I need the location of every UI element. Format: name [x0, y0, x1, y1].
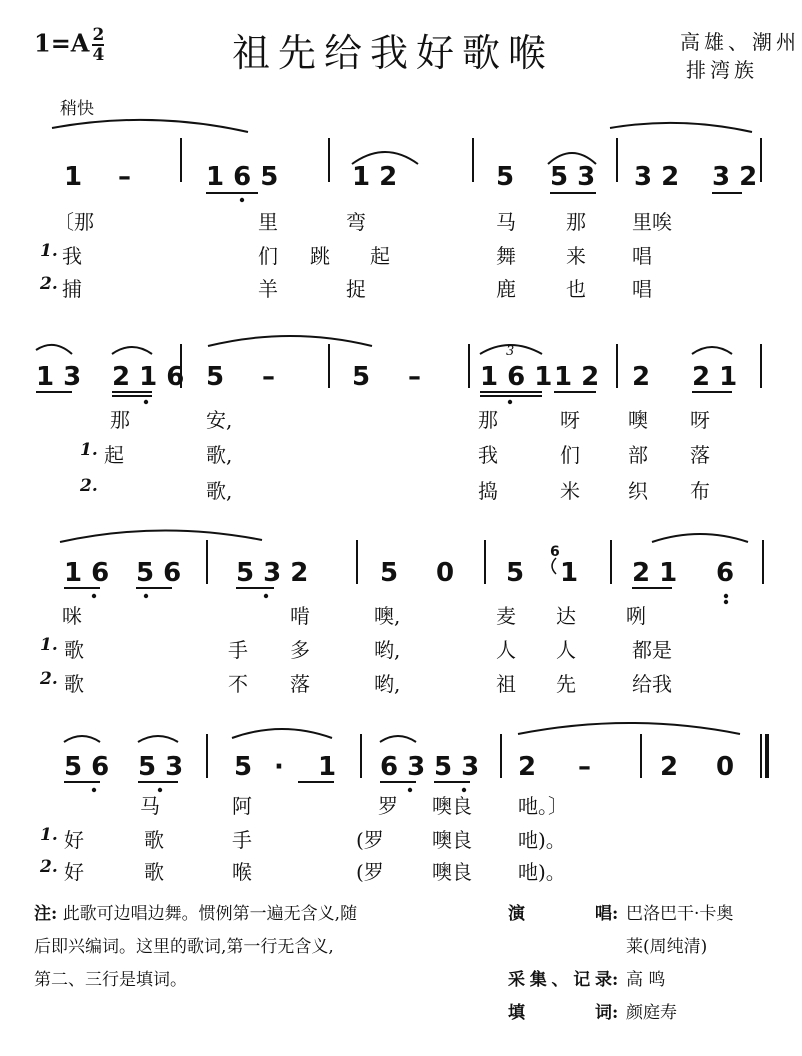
lyric: 咪: [62, 604, 82, 628]
song-origin: [680, 28, 800, 84]
note: 0: [716, 752, 735, 782]
note: 3 2: [712, 162, 758, 192]
lyric: 哟,: [374, 672, 401, 696]
lyric: 布: [690, 479, 710, 503]
lyric: 噢良: [432, 828, 472, 852]
lyric: 吔)。: [518, 860, 566, 884]
lyric: 不: [228, 672, 248, 696]
lyric: 安,: [206, 408, 233, 432]
barline: [180, 138, 182, 182]
lyric: 呀: [690, 408, 710, 432]
barline: [206, 540, 208, 584]
lyric: 吔)。: [518, 828, 566, 852]
triplet-marker: 3: [506, 344, 515, 359]
lyric: 舞: [496, 244, 516, 268]
lyric: 跳: [310, 244, 330, 268]
verse-number: 1.: [40, 635, 58, 655]
lyric: 那: [566, 210, 586, 234]
note: 6 3: [380, 752, 426, 782]
credit-lyricist: [508, 997, 788, 1030]
note: 1: [64, 162, 83, 192]
lyric: 那: [110, 408, 130, 432]
lyric: 我: [62, 244, 82, 268]
barline: [328, 138, 330, 182]
lyricist-value: 颜庭寿: [626, 1003, 677, 1023]
lyric: (罗: [356, 828, 384, 852]
lyric: 手: [228, 638, 248, 662]
lyric: 多: [290, 638, 310, 662]
note: 1: [560, 558, 579, 588]
lyric: 先: [556, 672, 576, 696]
footnote-line-1: [34, 898, 514, 931]
grace-note: 6: [550, 544, 560, 560]
singer-value: 巴洛巴干·卡奥: [626, 904, 734, 924]
lyric: 捉: [346, 277, 366, 301]
credit-singer: [508, 898, 788, 931]
note: 2: [632, 362, 651, 392]
lyric: 落: [290, 672, 310, 696]
time-bottom: 4: [92, 45, 105, 65]
note: 5 3: [434, 752, 480, 782]
time-signature: [92, 26, 104, 64]
verse-number: 2.: [40, 857, 58, 877]
verse-number: 1.: [40, 825, 58, 845]
lyric: 弯: [346, 210, 366, 234]
note: 5: [352, 362, 371, 392]
lyric: 哟,: [374, 638, 401, 662]
note: 5: [380, 558, 399, 588]
barline: [468, 344, 470, 388]
note: ·: [274, 752, 284, 782]
tempo-marking: 稍快: [60, 99, 94, 119]
lyric: (罗: [356, 860, 384, 884]
lyric: 喉: [232, 860, 252, 884]
lyric: 歌: [64, 638, 84, 662]
lyric: 罗: [378, 794, 398, 818]
singer-label: 演唱: [508, 904, 612, 924]
lyric: 里: [258, 210, 278, 234]
barline: [206, 734, 208, 778]
separator: :: [612, 1003, 619, 1023]
credit-collector: [508, 964, 788, 997]
final-barline-thin: [760, 734, 762, 778]
barline: [760, 138, 762, 182]
barline: [616, 344, 618, 388]
credits: [508, 898, 788, 1030]
footnote-text: 此歌可边唱边舞。惯例第一遍无含义,随: [62, 904, 358, 924]
lyric: 唱: [632, 244, 652, 268]
lyric: 祖: [496, 672, 516, 696]
lyric: 来: [566, 244, 586, 268]
barline: [328, 344, 330, 388]
lyric: 那: [478, 408, 498, 432]
system-1: [0, 110, 802, 310]
lyric: 人: [496, 638, 516, 662]
lyric: 歌,: [206, 443, 233, 467]
lyric: 鹿: [496, 277, 516, 301]
final-barline-thick: [765, 734, 769, 778]
note: 1 6 1: [480, 362, 553, 392]
lyric: 落: [690, 443, 710, 467]
separator: :: [612, 970, 619, 990]
lyric: 手: [232, 828, 252, 852]
spacer: [612, 931, 626, 964]
lyric: 马: [140, 794, 160, 818]
lyric: 歌: [144, 860, 164, 884]
separator: :: [612, 904, 619, 924]
collector-label: 采集、记录: [508, 970, 612, 990]
note: 1 6: [64, 558, 110, 588]
collector-value: 高 鸣: [626, 970, 666, 990]
system-1-slurs: [0, 110, 802, 310]
lyric: 达: [556, 604, 576, 628]
lyric: 咧: [626, 604, 646, 628]
lyric: 歌: [64, 672, 84, 696]
lyric: 唱: [632, 277, 652, 301]
system-2: [0, 316, 802, 506]
note: 5 6: [136, 558, 182, 588]
lyric: 啃: [290, 604, 310, 628]
system-3: [0, 514, 802, 704]
lyric: 起: [104, 443, 124, 467]
note: 5 3: [138, 752, 184, 782]
footnote-line-3: 第二、三行是填词。: [34, 970, 187, 990]
lyric: 也: [566, 277, 586, 301]
key-signature: [34, 26, 104, 64]
note: 5 3 2: [236, 558, 309, 588]
barline: [360, 734, 362, 778]
note: 2: [660, 752, 679, 782]
singer-value-cont: 莱(周纯清): [626, 937, 708, 957]
lyric: 人: [556, 638, 576, 662]
barline: [356, 540, 358, 584]
lyric: 织: [628, 479, 648, 503]
note: 5: [496, 162, 515, 192]
note: 5: [206, 362, 225, 392]
note: –: [578, 752, 591, 782]
note: 1 6 5: [206, 162, 279, 192]
note: 5 6: [64, 752, 110, 782]
lyric: 部: [628, 443, 648, 467]
lyric: 羊: [258, 277, 278, 301]
note: 2: [518, 752, 537, 782]
barline: [472, 138, 474, 182]
lyric: 好: [64, 860, 84, 884]
verse-number: 1.: [40, 241, 58, 261]
note: 2 1: [632, 558, 678, 588]
note: 5 3: [550, 162, 596, 192]
lyric: 吔。〕: [518, 794, 568, 818]
footnote: [34, 898, 514, 997]
verse-number: 2.: [40, 274, 58, 294]
lyric: 好: [64, 828, 84, 852]
note: 1 2: [352, 162, 398, 192]
footnote-label: 注:: [34, 904, 58, 924]
system-4-slurs: [0, 708, 802, 888]
barline: [484, 540, 486, 584]
lyric: 阿: [232, 794, 252, 818]
note: 2 1: [692, 362, 738, 392]
barline: [760, 344, 762, 388]
note: 2 1 6: [112, 362, 185, 392]
note: 5: [234, 752, 253, 782]
lyric: 马: [496, 210, 516, 234]
lyric: 都是: [632, 638, 672, 662]
time-top: 2: [92, 25, 105, 45]
system-4: [0, 708, 802, 888]
lyric: 歌: [144, 828, 164, 852]
note: 1 2: [554, 362, 600, 392]
note: –: [408, 362, 421, 392]
barline: [640, 734, 642, 778]
lyric: 们: [258, 244, 278, 268]
verse-number: 2.: [40, 669, 58, 689]
note: 3 2: [634, 162, 680, 192]
barline: [762, 540, 764, 584]
lyric: 噢良: [432, 794, 472, 818]
lyric: 捕: [62, 277, 82, 301]
song-title: 祖先给我好歌喉: [232, 31, 555, 75]
origin-tribe: 排湾族: [686, 58, 758, 82]
key-label: 1=A: [34, 28, 90, 58]
note: 5: [506, 558, 525, 588]
footnote-line-2: 后即兴编词。这里的歌词,第一行无含义,: [34, 937, 334, 957]
barline: [500, 734, 502, 778]
lyric: 歌,: [206, 479, 233, 503]
lyric: 噢: [628, 408, 648, 432]
lyric: 给我: [632, 672, 672, 696]
lyricist-label: 填词: [508, 1003, 612, 1023]
system-3-slurs: [0, 514, 802, 704]
origin-place: 高雄、潮州: [680, 30, 800, 54]
note: 1: [318, 752, 337, 782]
lyric: 噢良: [432, 860, 472, 884]
note: 1 3: [36, 362, 82, 392]
lyric: 我: [478, 443, 498, 467]
lyric: 噢,: [374, 604, 401, 628]
note: –: [118, 162, 131, 192]
barline: [616, 138, 618, 182]
barline: [610, 540, 612, 584]
credit-singer-cont: [508, 931, 788, 964]
lyric: 〔那: [54, 210, 94, 234]
note: 6: [716, 558, 735, 588]
note: –: [262, 362, 275, 392]
lyric: 呀: [560, 408, 580, 432]
verse-number: 2.: [80, 476, 98, 496]
note: 0: [436, 558, 455, 588]
lyric: 米: [560, 479, 580, 503]
lyric: 麦: [496, 604, 516, 628]
lyric: 里唉: [632, 210, 672, 234]
lyric: 们: [560, 443, 580, 467]
lyric: 起: [370, 244, 390, 268]
lyric: 捣: [478, 479, 498, 503]
verse-number: 1.: [80, 440, 98, 460]
